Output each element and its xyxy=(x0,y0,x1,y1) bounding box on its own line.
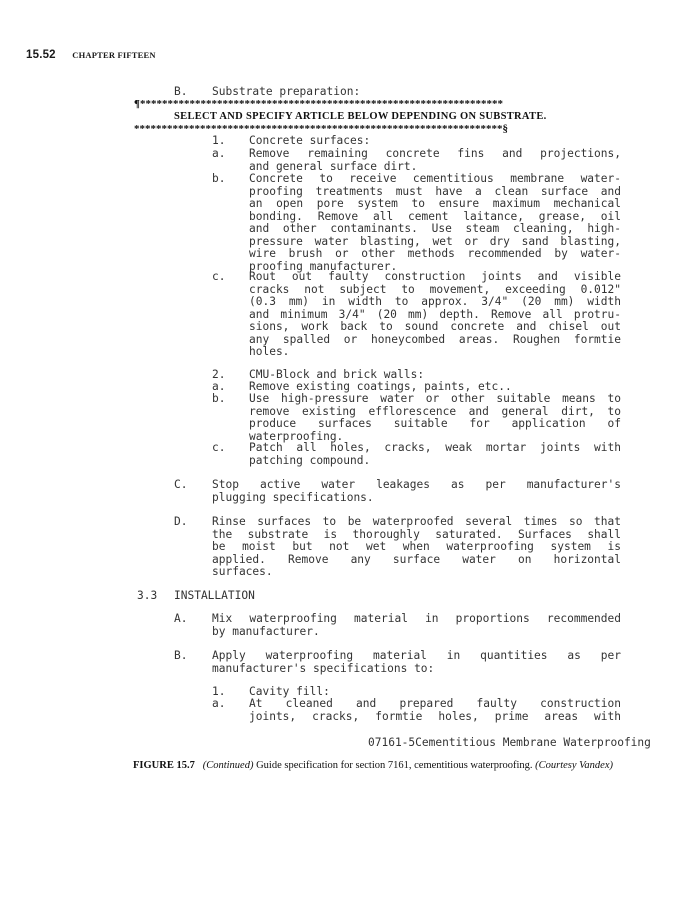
item-2b-label: b. xyxy=(212,392,226,405)
install-b-line: Apply waterproofing material in quantities as per xyxy=(212,650,621,662)
item-1b-line: Concrete to receive cementitious membrane water- xyxy=(249,173,621,185)
caption-text: Guide specification for section 7161, cementitious waterproofing. xyxy=(256,760,533,771)
item-1a-line: and general surface dirt. xyxy=(249,159,418,173)
item-1b-line: bonding. Remove all cement laitance, grease, oil xyxy=(249,210,621,223)
item-1b-line: pressure water blasting, wet or dry sand blasting, xyxy=(249,235,621,248)
figure-label: FIGURE 15.7 xyxy=(133,760,195,771)
item-1c-line: cracks not subject to movement, exceeding 0.012" xyxy=(249,283,621,296)
item-1c-label: c. xyxy=(212,270,226,283)
item-1c-line: any spalled or honeycombed areas. Roughen formtie xyxy=(249,333,621,346)
note-top-border: ¶****************************************************************** xyxy=(134,98,503,110)
install-1-title: Cavity fill: xyxy=(249,685,330,698)
item-1b-line: proofing treatments must have a clean surface and xyxy=(249,185,621,198)
section-d-line: the substrate is thoroughly saturated. Surfaces shall xyxy=(212,528,621,541)
install-1a-line: At cleaned and prepared faulty construction xyxy=(249,698,621,710)
item-1b-label: b. xyxy=(212,172,226,185)
item-1-number: 1. xyxy=(212,134,226,147)
section-c-line: plugging specifications. xyxy=(212,490,374,504)
item-1b-line: and other contaminants. Use steam cleaning, high- xyxy=(249,223,621,235)
note-title: SELECT AND SPECIFY ARTICLE BELOW DEPENDING ON SUBSTRATE. xyxy=(174,111,547,122)
section-d-line: surfaces. xyxy=(212,565,273,578)
item-1c-line: and minimum 3/4" (20 mm) depth. Remove all protru- xyxy=(249,308,621,321)
item-1-title: Concrete surfaces: xyxy=(249,134,371,147)
item-2b-line: Use high-pressure water or other suitable means to xyxy=(249,393,621,405)
item-2-number: 2. xyxy=(212,368,226,381)
item-2a-label: a. xyxy=(212,380,226,393)
item-1b-line: an open pore system to ensure maximum mechanical xyxy=(249,198,621,210)
item-2b-line: waterproofing. xyxy=(249,429,344,443)
install-a-label: A. xyxy=(174,612,188,625)
item-2c-line: Patch all holes, cracks, weak mortar joints with xyxy=(249,442,621,454)
install-1a-line: joints, cracks, formtie holes, prime areas with xyxy=(249,710,621,723)
section-b-label: B. xyxy=(174,85,188,98)
courtesy-note: (Courtesy Vandex) xyxy=(535,760,613,771)
continued-note: (Continued) xyxy=(202,760,254,771)
section-c-label: C. xyxy=(174,478,188,491)
section-d-label: D. xyxy=(174,515,188,528)
item-1a-label: a. xyxy=(212,147,226,160)
figure-caption xyxy=(133,759,628,773)
section-b-title: Substrate preparation: xyxy=(212,85,361,98)
section-d-line: applied. Remove any surface water on horizontal xyxy=(212,553,621,566)
item-2a-line: Remove existing coatings, paints, etc.. xyxy=(249,380,512,393)
section-c-line: Stop active water leakages as per manufacturer's xyxy=(212,479,621,491)
section-3-3-title: INSTALLATION xyxy=(174,589,255,602)
chapter-title: CHAPTER FIFTEEN xyxy=(72,50,156,60)
section-d-line: Rinse surfaces to be waterproofed several times so that xyxy=(212,516,621,528)
page-number: 15.52 xyxy=(26,49,56,61)
footer-spec-title: 07161-5Cementitious Membrane Waterproofing xyxy=(368,736,651,749)
item-2-title: CMU-Block and brick walls: xyxy=(249,368,425,381)
install-a-line: Mix waterproofing material in proportions recommended xyxy=(212,613,621,625)
item-1c-line: (0.3 mm) in width to approx. 3/4" (20 mm) width xyxy=(249,296,621,308)
install-b-label: B. xyxy=(174,649,188,662)
item-2c-line: patching compound. xyxy=(249,453,371,467)
page-header xyxy=(26,45,156,63)
install-1-number: 1. xyxy=(212,685,226,698)
install-1a-label: a. xyxy=(212,697,226,710)
item-1c-line: Rout out faulty construction joints and visible xyxy=(249,271,621,283)
item-1c-line: holes. xyxy=(249,345,290,358)
section-d-line: be moist but not wet when waterproofing system is xyxy=(212,541,621,553)
item-2b-line: remove existing efflorescence and general dirt, to xyxy=(249,405,621,418)
item-1b-line: proofing manufacturer. xyxy=(249,259,398,273)
install-a-line: by manufacturer. xyxy=(212,624,320,638)
section-3-3-number: 3.3 xyxy=(137,589,158,602)
install-b-line: manufacturer's specifications to: xyxy=(212,661,435,675)
item-2c-label: c. xyxy=(212,441,226,454)
item-1c-line: sions, work back to sound concrete and chisel out xyxy=(249,321,621,333)
item-2b-line: produce surfaces suitable for application of xyxy=(249,418,621,430)
item-1a-line: Remove remaining concrete fins and projections, xyxy=(249,148,621,160)
note-bottom-border: *******************************************************************§ xyxy=(134,123,508,135)
item-1b-line: wire brush or other methods recommended by water- xyxy=(249,248,621,260)
